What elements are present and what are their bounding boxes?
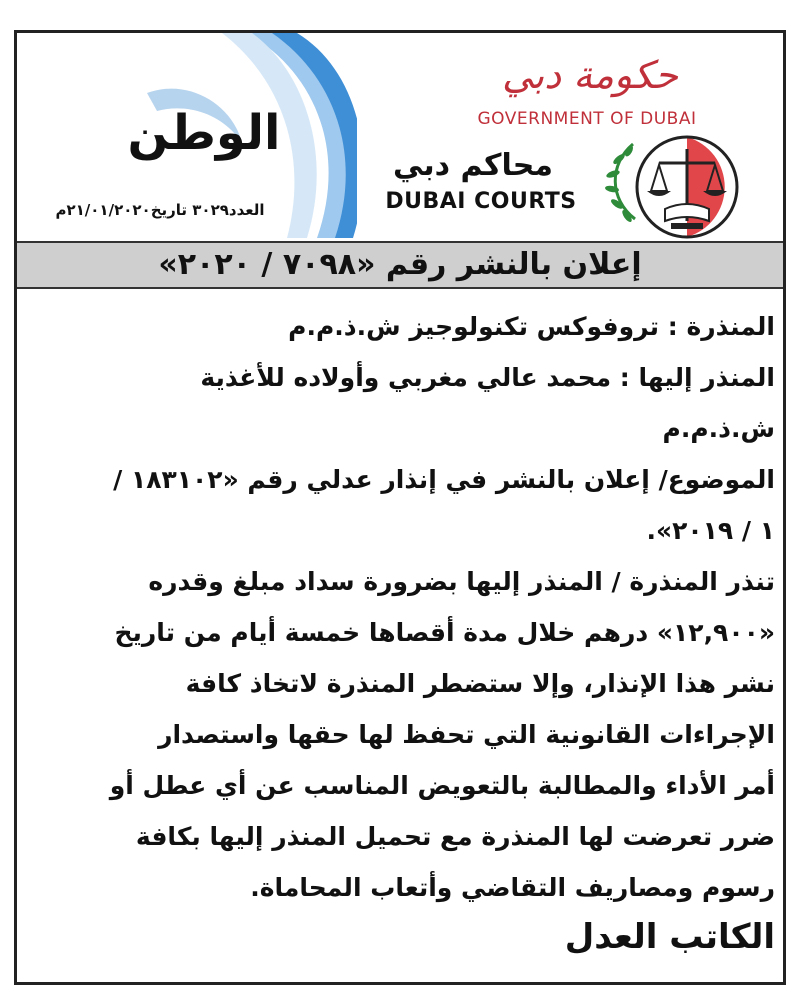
announcement-body [27, 301, 775, 913]
claimant-line: المنذرة : تروفوكس تكنولوجيز ش.ذ.م.م [288, 312, 775, 341]
notary-signature: الكاتب العدل [564, 917, 775, 957]
body-line: نشر هذا الإنذار، وإلا ستضطر المنذرة لاتخاذ كافة [185, 669, 775, 698]
defendant-line-continued: ش.ذ.م.م [662, 414, 775, 443]
subject-line-continued: ١ / ٢٠١٩». [646, 516, 775, 545]
body-line: تنذر المنذرة / المنذر إليها بضرورة سداد مبلغ وقدره [148, 567, 775, 596]
issue-date-line: العدد٣٠٢٩ تاريخ٢١/٠١/٢٠٢٠م [55, 201, 265, 219]
body-line: ضرر تعرضت لها المنذرة مع تحميل المنذر إليها بكافة [135, 822, 775, 851]
body-line: رسوم ومصاريف التقاضي وأتعاب المحاماة. [250, 873, 775, 902]
courts-name-arabic: محاكم دبي [393, 148, 553, 183]
newspaper-logo: الوطن [127, 105, 281, 161]
body-line: الإجراءات القانونية التي تحفظ لها حقها واستصدار [158, 720, 775, 749]
announcement-frame [14, 30, 786, 985]
courts-name-english: DUBAI COURTS [385, 189, 577, 214]
subject-line: الموضوع/ إعلان بالنشر في إنذار عدلي رقم «١٨٣١٠٢ / [113, 465, 775, 494]
dubai-courts-emblem-icon [589, 129, 759, 239]
defendant-line: المنذر إليها : محمد عالي مغربي وأولاده للأغذية [200, 363, 775, 392]
government-logo-arabic: حكومة دبي [501, 53, 679, 97]
government-logo-english: GOVERNMENT OF DUBAI [477, 109, 697, 129]
header [17, 33, 783, 233]
body-line: «١٢,٩٠٠» درهم خلال مدة أقصاها خمسة أيام من تاريخ [114, 618, 775, 647]
body-line: أمر الأداء والمطالبة بالتعويض المناسب عن أي عطل أو [109, 771, 775, 800]
announcement-title: إعلان بالنشر رقم «٧٠٩٨ / ٢٠٢٠» [17, 241, 783, 289]
